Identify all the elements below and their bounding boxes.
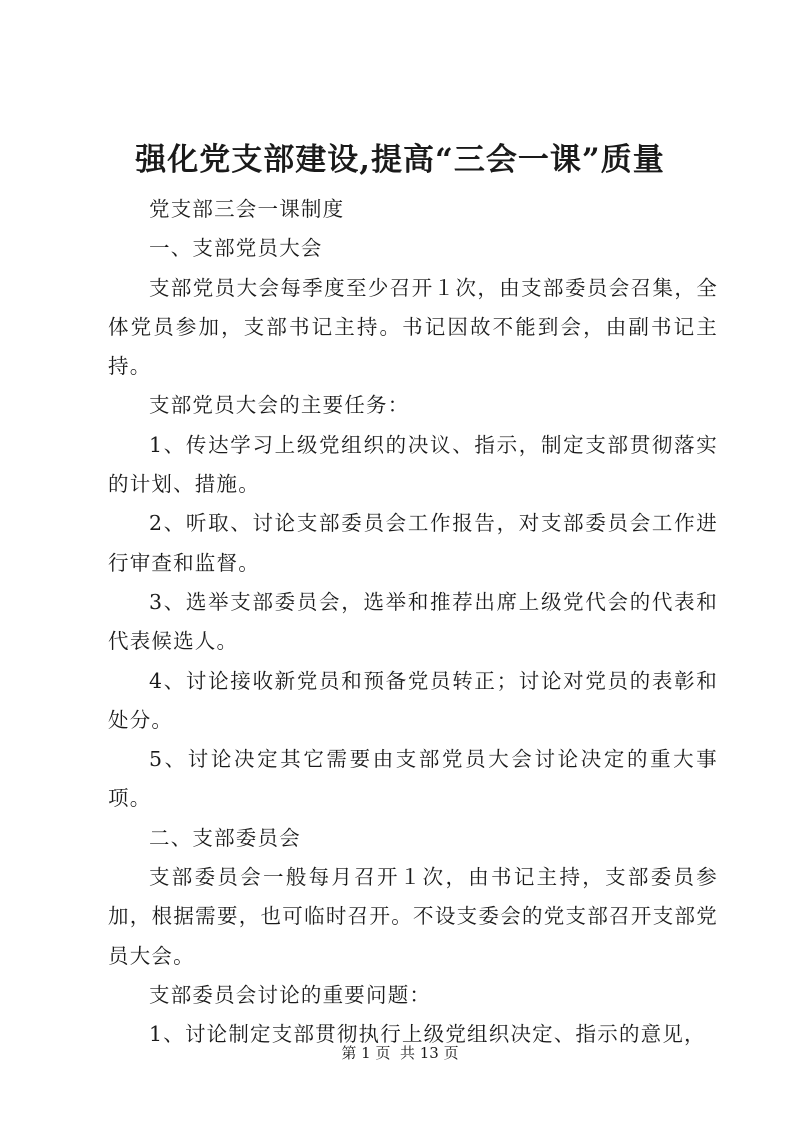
page-number: 第 1 页 共 13 页 — [341, 1044, 459, 1062]
document-title: 强化党支部建设,提高“三会一课”质量 — [135, 142, 665, 178]
body-paragraph: 支部党员大会每季度至少召开１次，由支部委员会召集，全体党员参加，支部书记主持。书记因故不能到会，由副书记主持。 — [108, 275, 718, 379]
list-item: 1、传达学习上级党组织的决议、指示，制定支部贯彻落实的计划、措施。 — [108, 432, 718, 497]
body-paragraph: 支部党员大会的主要任务： — [149, 393, 410, 418]
section-heading-2: 二、支部委员会 — [149, 825, 301, 850]
body-paragraph: 支部委员会一般每月召开１次，由书记主持，支部委员参加，根据需要，也可临时召开。不设支委会的党支部召开支部党员大会。 — [108, 865, 718, 968]
list-item: 5、讨论决定其它需要由支部党员大会讨论决定的重大事项。 — [108, 747, 718, 811]
list-item: 2、听取、讨论支部委员会工作报告，对支部委员会工作进行审查和监督。 — [108, 511, 718, 575]
list-item: 4、讨论接收新党员和预备党员转正；讨论对党员的表彰和处分。 — [108, 668, 718, 732]
body-paragraph: 支部委员会讨论的重要问题： — [149, 982, 432, 1007]
subtitle-paragraph: 党支部三会一课制度 — [149, 197, 345, 221]
document-body — [108, 190, 718, 1055]
list-item: 1、讨论制定支部贯彻执行上级党组织决定、指示的意见， — [149, 1022, 706, 1047]
list-item: 3、选举支部委员会，选举和推荐出席上级党代会的代表和代表候选人。 — [108, 589, 718, 654]
section-heading-1: 一、支部党员大会 — [149, 236, 323, 261]
page-footer — [0, 1043, 800, 1063]
